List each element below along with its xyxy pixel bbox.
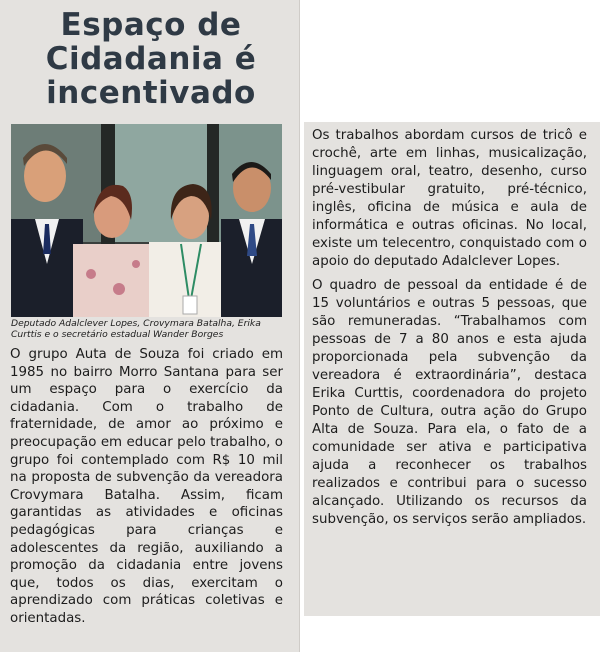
- group-photo-illustration: [11, 124, 282, 317]
- article-paragraph: O quadro de pessoal da entidade é de 15 voluntários e outras 5 pessoas, que são remuneradas. “Trabalhamos com pessoas de 7 a 80 anos e esta ajuda proporcionada pela subvenção da vereadora é extraordinária”, destaca Erika Curttis, coordenadora do projeto Ponto de Cultura, outra ação do Grupo Alta de Souza. Para ela, o fato de a comunidade ser ativa e participativa ajuda a reconhecer os trabalhos realizados e contribui para o sucesso alcançado. Utilizando os recursos da subvenção, os serviços serão ampliados.: [312, 278, 587, 527]
- headline: Espaço de Cidadania é incentivado: [45, 7, 257, 111]
- photo-caption: Deputado Adalclever Lopes, Crovymara Batalha, Erika Curttis e o secretário estadual Wander Borges: [11, 318, 261, 340]
- news-photo: [11, 124, 282, 317]
- article-paragraph: Os trabalhos abordam cursos de tricô e crochê, arte em linhas, musicalização, linguagem oral, teatro, desenho, curso pré-vestibular gratuito, pré-técnico, inglês, oficina de música e aula de informática e outras oficinas. No local, existe um telecentro, conquistado com o apoio do deputado Adalclever Lopes.: [312, 128, 587, 269]
- article-paragraph: O grupo Auta de Souza foi criado em 1985 no bairro Morro Santana para ser um espaço para o exercício da cidadania. Com o trabalho de fraternidade, de amor ao próximo e preocupação em educar pelo trabalho, o grupo foi contemplado com R$ 10 mil na proposta de subvenção da vereadora Crovymara Batalha. Assim, ficam garantidas as atividades e oficinas pedagógicas para crianças e adolescentes da região, auxiliando a promoção da cidadania entre jovens que, todos os dias, exercitam o aprendizado com práticas coletivas e orientadas.: [10, 347, 283, 626]
- article-column-right: [312, 127, 587, 535]
- article-column-left: [10, 346, 283, 628]
